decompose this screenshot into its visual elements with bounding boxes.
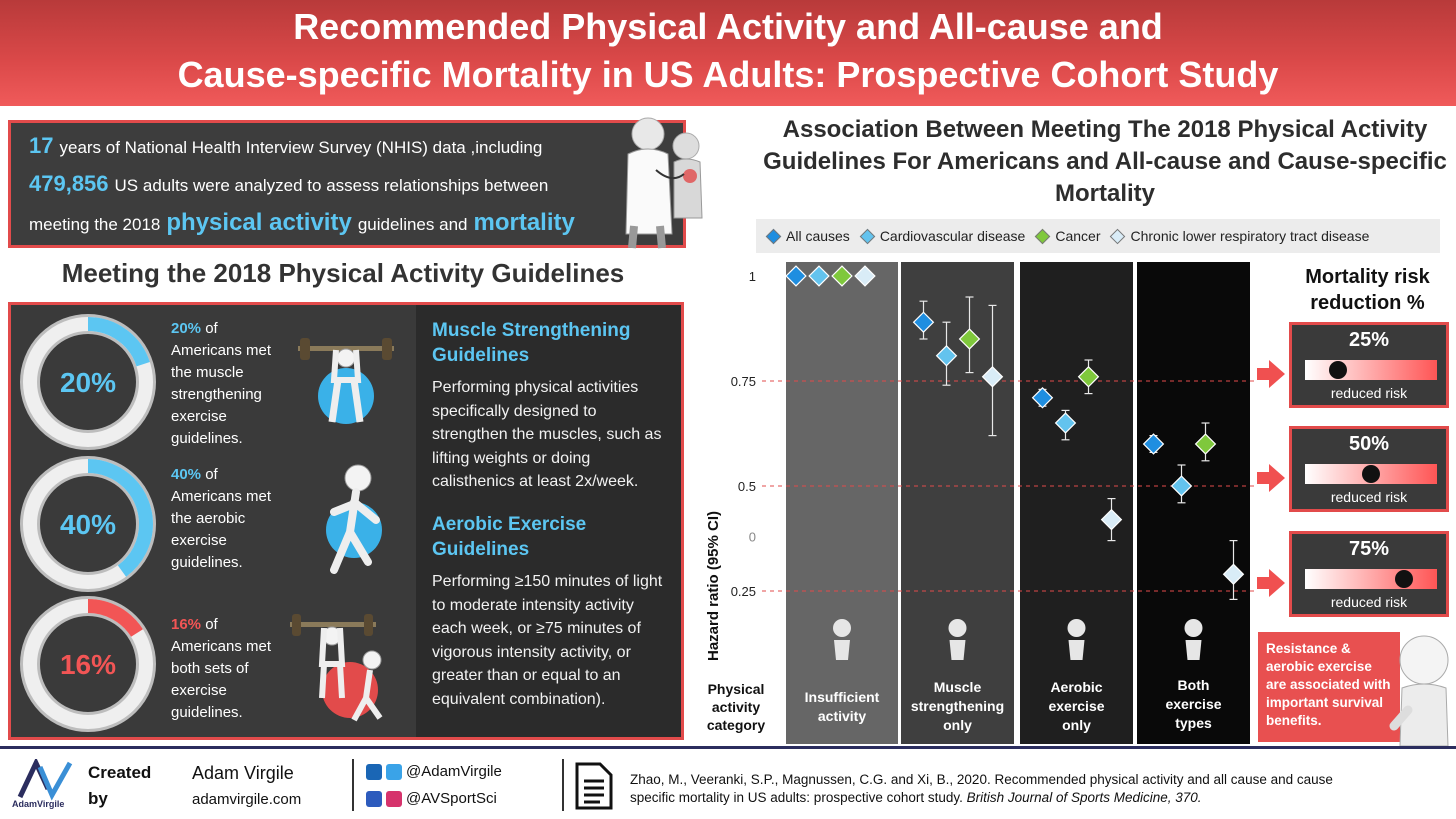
- y-tick-label: 0.75: [730, 374, 756, 389]
- aerobic-guideline-body: Performing ≥150 minutes of light to moderate intensity activity each week, or ≥75 minutes of vigorous intensity activity, or greater than or equal to an equivalent combination).: [432, 573, 663, 708]
- doctor-patient-illustration: [606, 114, 716, 250]
- linkedin-icon[interactable]: [366, 764, 382, 780]
- title-line-2: Cause-specific Mortality in US Adults: Prospective Cohort Study: [177, 54, 1279, 95]
- stat-both: [171, 614, 291, 724]
- y-axis-label: Hazard ratio (95% CI): [705, 510, 722, 662]
- legend-item-all-causes: [768, 228, 850, 244]
- twitter-icon[interactable]: [386, 764, 402, 780]
- category-panel-both: [1137, 262, 1250, 744]
- category-panel-insufficient: [786, 262, 898, 744]
- category-panel-muscle-only: [901, 262, 1014, 744]
- category-label-both: Both: [1177, 677, 1210, 693]
- ring-label-aerobic: 40%: [59, 509, 117, 540]
- chart-legend: [756, 219, 1440, 253]
- legend-marker-cancer: [1035, 228, 1051, 244]
- risk-reduction-label: reduced risk: [1330, 594, 1408, 610]
- footer: [0, 749, 1456, 819]
- category-label-both: types: [1175, 715, 1212, 731]
- legend-item-respiratory: [1112, 228, 1369, 244]
- pointing-figure-icon: [1388, 630, 1454, 746]
- benefit-callout: Resistance & aerobic exercise are associated with important survival benefits.: [1258, 632, 1400, 742]
- ring-label-both: 16%: [59, 649, 117, 680]
- intro-box: [8, 120, 686, 248]
- footer-separator-1: [352, 759, 354, 811]
- legend-marker-respiratory: [1110, 228, 1126, 244]
- document-icon: [574, 761, 614, 811]
- legend-label-respiratory: Chronic lower respiratory tract disease: [1130, 228, 1370, 244]
- risk-reduction-label: reduced risk: [1330, 489, 1408, 505]
- stat-aerobic-text: of Americans met the aerobic exercise guidelines.: [171, 466, 272, 571]
- mortality-term: mortality: [473, 209, 575, 236]
- title-line-1: Recommended Physical Activity and All-cause and: [293, 6, 1163, 47]
- legend-marker-cardiovascular: [860, 228, 876, 244]
- risk-reduction-card: [1289, 426, 1449, 512]
- risk-reduction-label: reduced risk: [1330, 385, 1408, 401]
- category-label-muscle-only: only: [943, 717, 972, 733]
- runner-icon: [320, 462, 400, 578]
- page-title: [0, 0, 1456, 106]
- stat-aerobic: [171, 464, 291, 574]
- legend-item-cardiovascular: [862, 228, 1026, 244]
- category-label-aerobic-only: Aerobic: [1050, 679, 1103, 695]
- risk-level-marker: [1395, 570, 1413, 588]
- legend-marker-all-causes: [766, 228, 782, 244]
- category-label-muscle-only: Muscle: [933, 679, 982, 695]
- logo-text: AdamVirgile: [12, 799, 65, 809]
- citation: [630, 771, 1370, 807]
- risk-gradient-bar: [1305, 569, 1437, 589]
- aerobic-guideline: [432, 512, 672, 711]
- stat-both-text: of Americans met both sets of exercise guidelines.: [171, 616, 272, 721]
- intro-line-1: years of National Health Interview Survey (NHIS) data ,including: [59, 138, 543, 157]
- risk-level-marker: [1362, 465, 1380, 483]
- legend-label-all-causes: All causes: [786, 228, 850, 244]
- muscle-guideline-body: Performing physical activities specifically designed to strengthen the muscles, such as lifting weights or doing calisthenics at least 2x/week.: [432, 379, 662, 490]
- y-tick-label: 0.5: [737, 479, 756, 494]
- legend-item-cancer: [1037, 228, 1100, 244]
- handle-avsportsci[interactable]: @AVSportSci: [406, 790, 497, 807]
- category-label-aerobic-only: only: [1062, 717, 1091, 733]
- footer-separator-2: [562, 759, 564, 811]
- arrow-right-icon: [1257, 360, 1285, 388]
- arrow-right-icon: [1257, 464, 1285, 492]
- author-website[interactable]: adamvirgile.com: [192, 791, 302, 808]
- mortality-title: Mortality risk reduction %: [1305, 266, 1430, 314]
- risk-reduction-card: [1289, 531, 1449, 617]
- stat-both-pct: 16%: [171, 616, 202, 633]
- risk-gradient-bar: [1305, 360, 1437, 380]
- physical-activity-term: physical activity: [166, 209, 352, 236]
- category-panel-aerobic-only: [1020, 262, 1133, 744]
- category-label-insufficient: Insufficient: [804, 689, 880, 705]
- adults-count: 479,856: [29, 171, 109, 196]
- category-label-muscle-only: strengthening: [910, 698, 1005, 714]
- ring-label-muscle: 20%: [59, 367, 117, 398]
- social-row-1: [366, 763, 502, 780]
- y-tick-label: 1: [748, 269, 756, 284]
- x-axis-label-line-3: category: [706, 717, 766, 733]
- handle-adamvirgile[interactable]: @AdamVirgile: [406, 763, 502, 780]
- created-label: Created: [88, 763, 152, 782]
- author-name: Adam Virgile: [192, 763, 294, 783]
- risk-reduction-card: [1289, 322, 1449, 408]
- y-tick-label: 0.25: [730, 584, 756, 599]
- stat-muscle-text: of Americans met the muscle strengthening exercise guidelines.: [171, 320, 272, 447]
- x-axis-label-line-1: Physical: [707, 681, 765, 697]
- aerobic-guideline-title: Aerobic Exercise Guidelines: [432, 514, 587, 560]
- category-label-aerobic-only: exercise: [1048, 698, 1105, 714]
- category-label-both: exercise: [1165, 696, 1222, 712]
- by-label: by: [88, 789, 108, 808]
- intro-line-2: US adults were analyzed to assess relationships between: [114, 176, 549, 195]
- stat-muscle: [171, 318, 291, 450]
- muscle-guideline-title: Muscle Strengthening Guidelines: [432, 320, 631, 366]
- x-axis-label-line-2: activity: [711, 699, 761, 715]
- citation-text: Zhao, M., Veeranki, S.P., Magnussen, C.G. and Xi, B., 2020. Recommended physical activity and all cause and cause specific mortality in US adults: prospective cohort study.: [630, 772, 1333, 805]
- legend-label-cardiovascular: Cardiovascular disease: [879, 228, 1026, 244]
- stat-aerobic-pct: 40%: [171, 466, 202, 483]
- risk-reduction-value: 50%: [1348, 433, 1390, 455]
- y-tick-label: 0: [748, 529, 756, 545]
- intro-line-3a: meeting the 2018: [29, 215, 161, 234]
- category-label-insufficient: activity: [817, 708, 867, 724]
- risk-reduction-value: 25%: [1348, 329, 1390, 351]
- social-row-2: [366, 790, 497, 807]
- risk-level-marker: [1329, 361, 1347, 379]
- years-count: 17: [29, 133, 54, 158]
- arrow-right-icon: [1257, 569, 1285, 597]
- hazard-ratio-chart: [700, 256, 1256, 746]
- x-axis-label: [707, 681, 766, 733]
- risk-reduction-value: 75%: [1348, 538, 1390, 560]
- instagram-icon[interactable]: [386, 791, 402, 807]
- facebook-icon[interactable]: [366, 791, 382, 807]
- legend-label-cancer: Cancer: [1055, 228, 1101, 244]
- chart-title: Association Between Meeting The 2018 Physical Activity Guidelines For Americans and All-cause and Cause-specific Mortality: [763, 116, 1447, 207]
- stat-muscle-pct: 20%: [171, 320, 202, 337]
- muscle-guideline: [432, 318, 672, 494]
- percentage-rings: [16, 312, 166, 732]
- intro-line-3b: guidelines and: [357, 215, 468, 234]
- adamvirgile-logo: [14, 759, 74, 803]
- guidelines-heading: Meeting the 2018 Physical Activity Guidelines: [61, 258, 625, 288]
- lifter-and-runner-icon: [284, 606, 404, 730]
- weightlifter-icon: [290, 330, 400, 430]
- citation-journal: British Journal of Sports Medicine, 370.: [966, 790, 1202, 805]
